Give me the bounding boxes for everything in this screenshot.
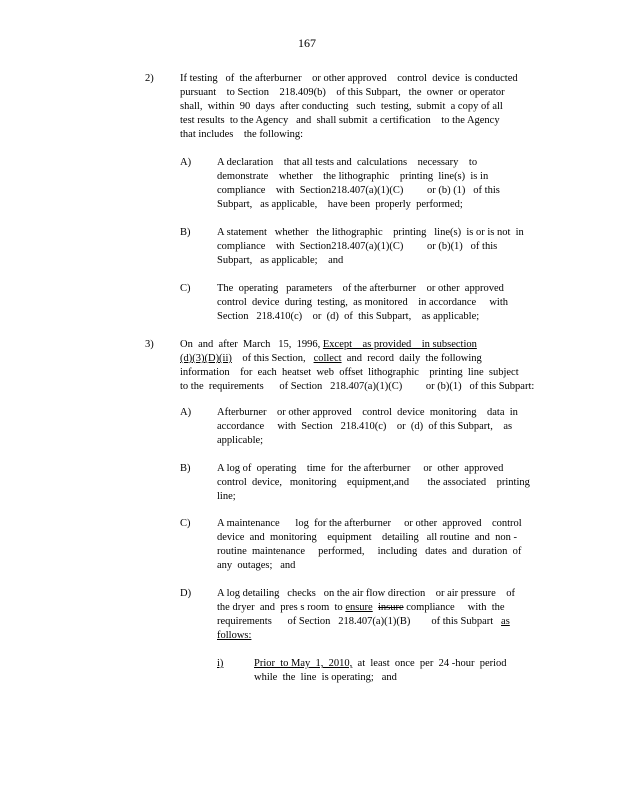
struck-deletion: insure [377, 602, 404, 613]
text-line: control device, monitoring equipment,and the associated printing [217, 477, 530, 488]
text-line: If testing of the afterburner or other approved control device is conducted [180, 73, 518, 84]
text-line [217, 629, 515, 643]
item-3c-label: C) [180, 518, 191, 529]
underlined-insertion: collect [313, 353, 342, 364]
page-number: 167 [298, 36, 316, 50]
text-line: A log detailing checks on the air flow direction or air pressure of [217, 588, 515, 599]
text-line: shall, within 90 days after conducting such testing, submit a copy of all [180, 101, 503, 112]
text-line: (d)(3)(D)(ii) of this Section, collect and record daily the following [180, 353, 482, 364]
underlined-insertion: (d)(3)(D)(ii) [180, 353, 232, 364]
text-line: Subpart, as applicable; and [217, 255, 344, 266]
underlined-insertion: ensure [345, 602, 373, 613]
text-line: A statement whether the lithographic printing line(s) is or is not in [217, 227, 524, 238]
text-line: demonstrate whether the lithographic printing line(s) is in [217, 171, 489, 182]
text-line: compliance with Section218.407(a)(1)(C) or (b)(1) of this [217, 241, 498, 252]
text-line: while the line is operating; and [254, 672, 397, 683]
text-line: The operating parameters of the afterburner or other approved [217, 283, 504, 294]
text-line: accordance with Section 218.410(c) or (d) of this Subpart, as [217, 421, 513, 432]
item-3-label: 3) [145, 339, 154, 350]
underlined-insertion: Except as provided in subsection [322, 339, 477, 350]
item-3d-i-label: i) [217, 658, 224, 669]
item-3a-label: A) [180, 407, 192, 418]
text-line: that includes the following: [180, 129, 304, 140]
text-line: On and after March 15, 1996, Except as provided in subsection [180, 339, 477, 350]
underlined-insertion: as [501, 616, 510, 627]
text-line: Prior to May 1, 2010, at least once per 24 -hour period [254, 658, 507, 669]
text-line: any outages; and [217, 560, 296, 571]
text-line: the dryer and pres s room to ensure insure compliance with the [217, 602, 505, 613]
text-line: A maintenance log for the afterburner or other approved control [217, 518, 522, 529]
item-2-label: 2) [145, 73, 154, 84]
text-line: test results to the Agency and shall submit a certification to the Agency [180, 115, 500, 126]
text-line: Subpart, as applicable, have been properly performed; [217, 199, 463, 210]
item-3d-text [217, 587, 515, 643]
item-3b-label: B) [180, 463, 191, 474]
item-2c-label: C) [180, 283, 191, 294]
item-2b-label: B) [180, 227, 191, 238]
text-line: routine maintenance performed, including dates and duration of [217, 546, 522, 557]
text-line: line; [217, 491, 236, 502]
item-3a-text [217, 406, 518, 448]
underlined-insertion: follows: [217, 630, 252, 641]
item-2b-text [217, 226, 524, 268]
underlined-insertion: Prior to May 1, 2010, [254, 658, 353, 669]
text-line: requirements of Section 218.407(a)(1)(B) of this Subpart as [217, 616, 510, 627]
text-line: A log of operating time for the afterburner or other approved [217, 463, 504, 474]
text-line: control device during testing, as monitored in accordance with [217, 297, 509, 308]
text-line: information for each heatset web offset lithographic printing line subject [180, 367, 519, 378]
item-2a-text [217, 156, 500, 212]
item-2a-label: A) [180, 157, 192, 168]
item-3-text [180, 338, 534, 394]
text-line: applicable; [217, 435, 264, 446]
item-3c-text [217, 517, 522, 573]
text-line: to the requirements of Section 218.407(a)(1)(C) or (b)(1) of this Subpart: [180, 381, 535, 392]
text-line: device and monitoring equipment detailing all routine and non - [217, 532, 518, 543]
item-3d-label: D) [180, 588, 192, 599]
item-2c-text [217, 282, 508, 324]
item-3d-i-text [254, 657, 507, 685]
text-line: pursuant to Section 218.409(b) of this Subpart, the owner or operator [180, 87, 505, 98]
item-3b-text [217, 462, 530, 504]
text-line: Section 218.410(c) or (d) of this Subpart, as applicable; [217, 311, 480, 322]
text-line: A declaration that all tests and calculations necessary to [217, 157, 478, 168]
text-line: compliance with Section218.407(a)(1)(C) or (b) (1) of this [217, 185, 500, 196]
item-2-text [180, 72, 518, 142]
text-line: Afterburner or other approved control device monitoring data in [217, 407, 518, 418]
